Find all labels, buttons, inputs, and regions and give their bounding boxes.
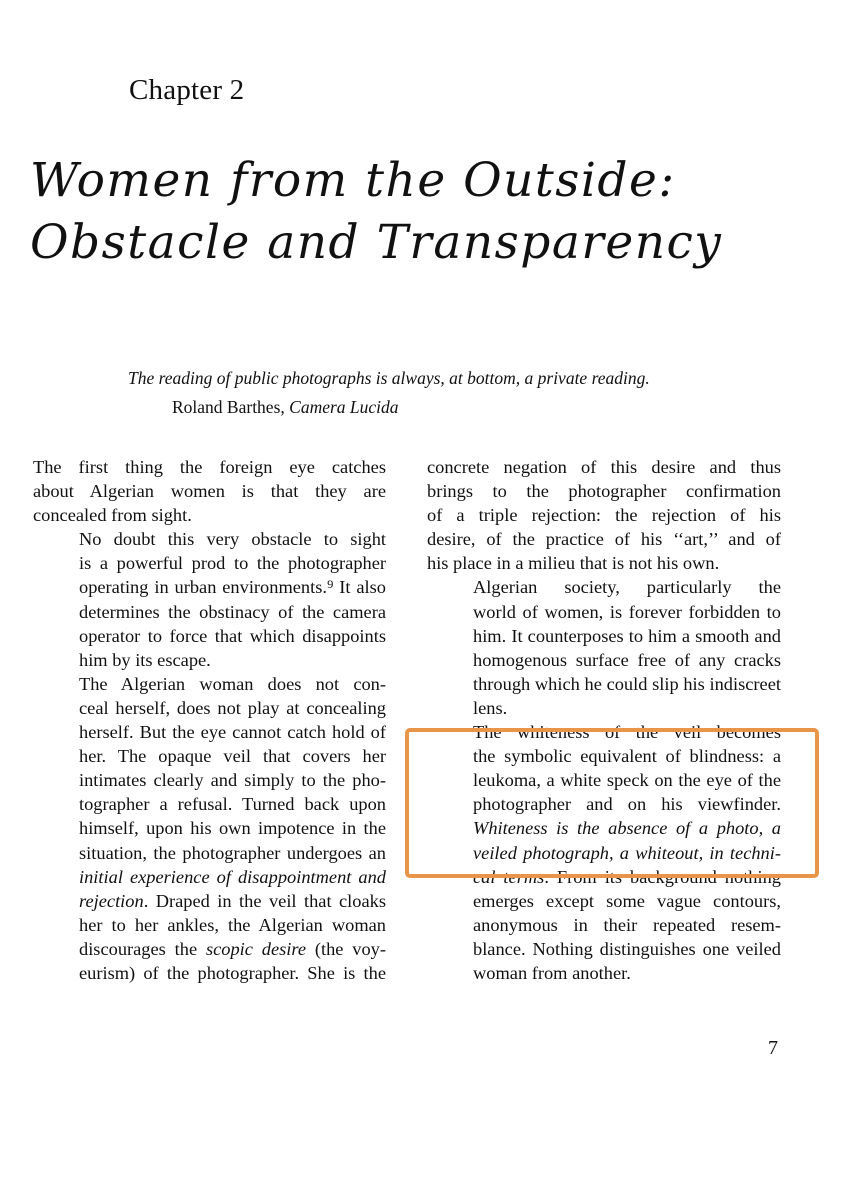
paragraph bbox=[33, 527, 386, 672]
italic-phrase: cal terms bbox=[473, 866, 545, 887]
highlighted-paragraph bbox=[427, 720, 781, 985]
chapter-title bbox=[30, 150, 830, 274]
text-line: her. The opaque veil that covers her bbox=[79, 746, 386, 767]
text-line: woman from another. bbox=[473, 962, 631, 983]
paragraph bbox=[33, 455, 386, 527]
text-line: anonymous in their repeated resem- bbox=[473, 914, 781, 935]
text-line: The Algerian woman does not con- bbox=[79, 673, 386, 694]
text-line: of a triple rejection: the rejection of his bbox=[427, 505, 781, 526]
text-line: operator to force that which disappoints bbox=[79, 625, 386, 646]
text-line: The whiteness of the veil becomes bbox=[473, 722, 781, 743]
italic-phrase: initial experience of disappointment and bbox=[79, 866, 386, 887]
text-line: eurism) of the photographer. She is the bbox=[79, 962, 386, 983]
italic-phrase: scopic desire bbox=[205, 938, 307, 959]
text-line: through which he could slip his indiscreet bbox=[473, 673, 781, 694]
epigraph bbox=[128, 364, 768, 422]
text-line: desire, of the practice of his ‘‘art,’’ and of bbox=[427, 529, 781, 550]
text-line: his place in a milieu that is not his own. bbox=[427, 553, 720, 574]
text-line: determines the obstinacy of the camera bbox=[79, 601, 386, 622]
text-fragment: . Draped in the veil that cloaks bbox=[143, 890, 386, 911]
italic-phrase: veiled photograph, a whiteout, in techni- bbox=[473, 842, 781, 863]
text-line: The first thing the foreign eye catches bbox=[33, 457, 386, 477]
paragraph bbox=[427, 575, 781, 720]
text-line: ceal herself, does not play at concealing bbox=[79, 697, 386, 718]
chapter-title-line-1: Women from the Outside: bbox=[30, 153, 676, 208]
left-column bbox=[33, 455, 386, 985]
text-line: homogenous surface free of any cracks bbox=[473, 649, 781, 670]
italic-phrase: Whiteness is the absence of a photo, a bbox=[473, 818, 781, 839]
text-line: him. It counterposes to him a smooth and bbox=[473, 625, 781, 646]
text-line: Algerian society, particularly the bbox=[473, 577, 781, 598]
epigraph-attribution bbox=[128, 393, 768, 422]
text-line: lens. bbox=[473, 697, 508, 718]
paragraph bbox=[33, 672, 386, 985]
chapter-title-line-2: Obstacle and Transparency bbox=[30, 215, 723, 270]
text-line: concealed from sight. bbox=[33, 505, 192, 526]
text-line: leukoma, a white speck on the eye of the bbox=[473, 770, 781, 791]
text-line: is a powerful prod to the photographer bbox=[79, 553, 386, 574]
right-column bbox=[427, 455, 781, 985]
text-line: tographer a refusal. Turned back upon bbox=[79, 794, 386, 815]
text-line bbox=[33, 865, 386, 889]
epigraph-work: Camera Lucida bbox=[289, 397, 399, 417]
text-line bbox=[427, 865, 781, 889]
text-line: intimates clearly and simply to the pho- bbox=[79, 770, 386, 791]
page-number: 7 bbox=[768, 1037, 778, 1059]
text-line: brings to the photographer confirmation bbox=[427, 481, 781, 502]
text-line bbox=[427, 841, 781, 865]
text-line: blance. Nothing distinguishes one veiled bbox=[473, 938, 781, 959]
epigraph-quote: The reading of public photographs is always, at bottom, a private reading. bbox=[128, 368, 650, 388]
text-line: emerges except some vague contours, bbox=[473, 890, 781, 911]
text-line: No doubt this very obstacle to sight bbox=[79, 529, 386, 550]
text-line bbox=[33, 937, 386, 961]
text-fragment: (the voy- bbox=[306, 938, 386, 959]
text-line: world of women, is forever forbidden to bbox=[473, 601, 781, 622]
text-line: situation, the photographer undergoes an bbox=[79, 842, 386, 863]
text-line: himself, upon his own impotence in the bbox=[79, 818, 386, 839]
paragraph bbox=[427, 455, 781, 575]
epigraph-author: Roland Barthes, bbox=[172, 397, 285, 417]
italic-phrase: rejection bbox=[79, 890, 144, 911]
text-fragment: . From its background nothing bbox=[544, 866, 782, 887]
text-line bbox=[427, 816, 781, 840]
text-line: about Algerian women is that they are bbox=[33, 481, 386, 502]
text-line: concrete negation of this desire and thus bbox=[427, 457, 781, 477]
text-line bbox=[33, 889, 386, 913]
text-line: photographer and on his viewfinder. bbox=[473, 794, 781, 815]
chapter-label: Chapter 2 bbox=[129, 74, 245, 106]
text-fragment: discourages the bbox=[79, 938, 206, 959]
text-line: the symbolic equivalent of blindness: a bbox=[473, 746, 781, 767]
text-line: herself. But the eye cannot catch hold of bbox=[79, 722, 386, 743]
text-line: her to her ankles, the Algerian woman bbox=[79, 914, 386, 935]
text-line: him by its escape. bbox=[79, 649, 211, 670]
text-line: operating in urban environments.⁹ It also bbox=[79, 577, 386, 598]
